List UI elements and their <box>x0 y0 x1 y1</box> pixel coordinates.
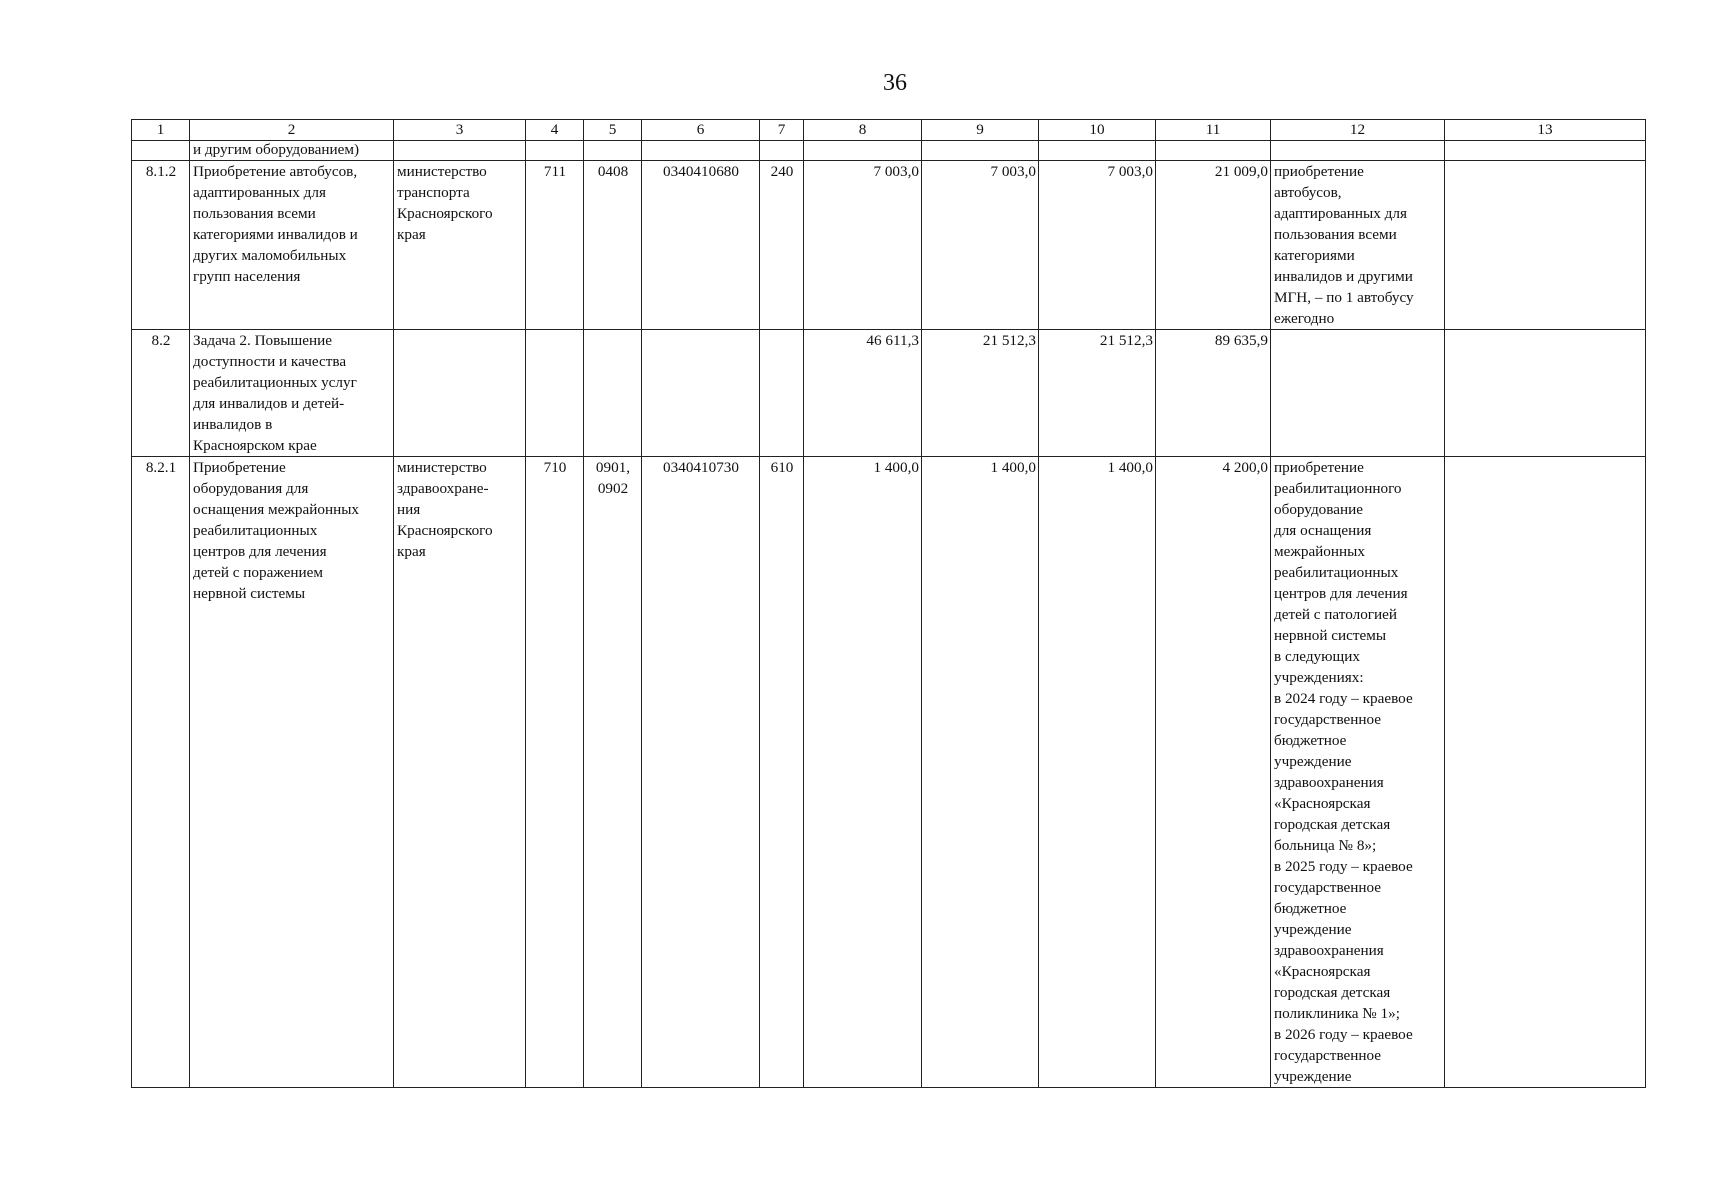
expected-result <box>1271 330 1445 457</box>
item-number: 8.2 <box>132 330 190 457</box>
item-number: 8.2.1 <box>132 457 190 1088</box>
expected-result: приобретение автобусов, адаптированных для пользования всеми категориями инвалидов и другими МГН, – по 1 автобусу ежегодно <box>1271 161 1445 330</box>
page-number: 36 <box>883 70 907 96</box>
responsible-body <box>394 330 526 457</box>
code-expense-type <box>760 330 804 457</box>
responsible-body: министерство транспорта Красноярского края <box>394 161 526 330</box>
code-expense-type: 240 <box>760 161 804 330</box>
column-number: 1 <box>132 120 190 141</box>
table-row <box>132 330 1646 457</box>
continuation-text: и другим оборудованием) <box>190 141 394 161</box>
program-table <box>131 119 1646 1088</box>
expected-result: приобретение реабилитационного оборудование для оснащения межрайонных реабилитационных центров для лечения детей с патологией нервной системы в следующих учреждениях: в 2024 году – краевое государственное бюджетное учреждение здравоохранения «Красноярская городская детская больница № 8»; в 2025 году – краевое государственное бюджетное учреждение здравоохранения «Красноярская городская детская поликлиника № 1»; в 2026 году – краевое государственное учреждение <box>1271 457 1445 1088</box>
amount-total: 89 635,9 <box>1156 330 1271 457</box>
amount-year-3: 1 400,0 <box>1039 457 1156 1088</box>
notes-cell <box>1445 457 1646 1088</box>
amount-year-1: 46 611,3 <box>804 330 922 457</box>
code-grbs: 710 <box>526 457 584 1088</box>
item-title: Задача 2. Повышение доступности и качества реабилитационных услуг для инвалидов и детей- инвалидов в Красноярском крае <box>190 330 394 457</box>
column-number: 12 <box>1271 120 1445 141</box>
column-number: 8 <box>804 120 922 141</box>
code-section: 0408 <box>584 161 642 330</box>
item-title: Приобретение оборудования для оснащения межрайонных реабилитационных центров для лечения детей с поражением нервной системы <box>190 457 394 1088</box>
column-number: 4 <box>526 120 584 141</box>
table-row <box>132 161 1646 330</box>
column-number-row <box>132 120 1646 141</box>
column-number: 10 <box>1039 120 1156 141</box>
amount-year-2: 1 400,0 <box>922 457 1039 1088</box>
table-row <box>132 457 1646 1088</box>
code-grbs: 711 <box>526 161 584 330</box>
code-grbs <box>526 330 584 457</box>
code-target: 0340410680 <box>642 161 760 330</box>
column-number: 11 <box>1156 120 1271 141</box>
amount-year-1: 7 003,0 <box>804 161 922 330</box>
column-number: 13 <box>1445 120 1646 141</box>
column-number: 5 <box>584 120 642 141</box>
code-target <box>642 330 760 457</box>
column-number: 3 <box>394 120 526 141</box>
amount-year-2: 21 512,3 <box>922 330 1039 457</box>
column-number: 7 <box>760 120 804 141</box>
amount-year-3: 7 003,0 <box>1039 161 1156 330</box>
amount-year-2: 7 003,0 <box>922 161 1039 330</box>
amount-total: 21 009,0 <box>1156 161 1271 330</box>
amount-total: 4 200,0 <box>1156 457 1271 1088</box>
code-section: 0901, 0902 <box>584 457 642 1088</box>
code-expense-type: 610 <box>760 457 804 1088</box>
column-number: 2 <box>190 120 394 141</box>
column-number: 6 <box>642 120 760 141</box>
item-title: Приобретение автобусов, адаптированных для пользования всеми категориями инвалидов и других маломобильных групп населения <box>190 161 394 330</box>
continuation-row <box>132 141 1646 161</box>
code-target: 0340410730 <box>642 457 760 1088</box>
amount-year-1: 1 400,0 <box>804 457 922 1088</box>
notes-cell <box>1445 330 1646 457</box>
notes-cell <box>1445 161 1646 330</box>
item-number: 8.1.2 <box>132 161 190 330</box>
column-number: 9 <box>922 120 1039 141</box>
code-section <box>584 330 642 457</box>
responsible-body: министерство здравоохране- ния Красноярского края <box>394 457 526 1088</box>
amount-year-3: 21 512,3 <box>1039 330 1156 457</box>
